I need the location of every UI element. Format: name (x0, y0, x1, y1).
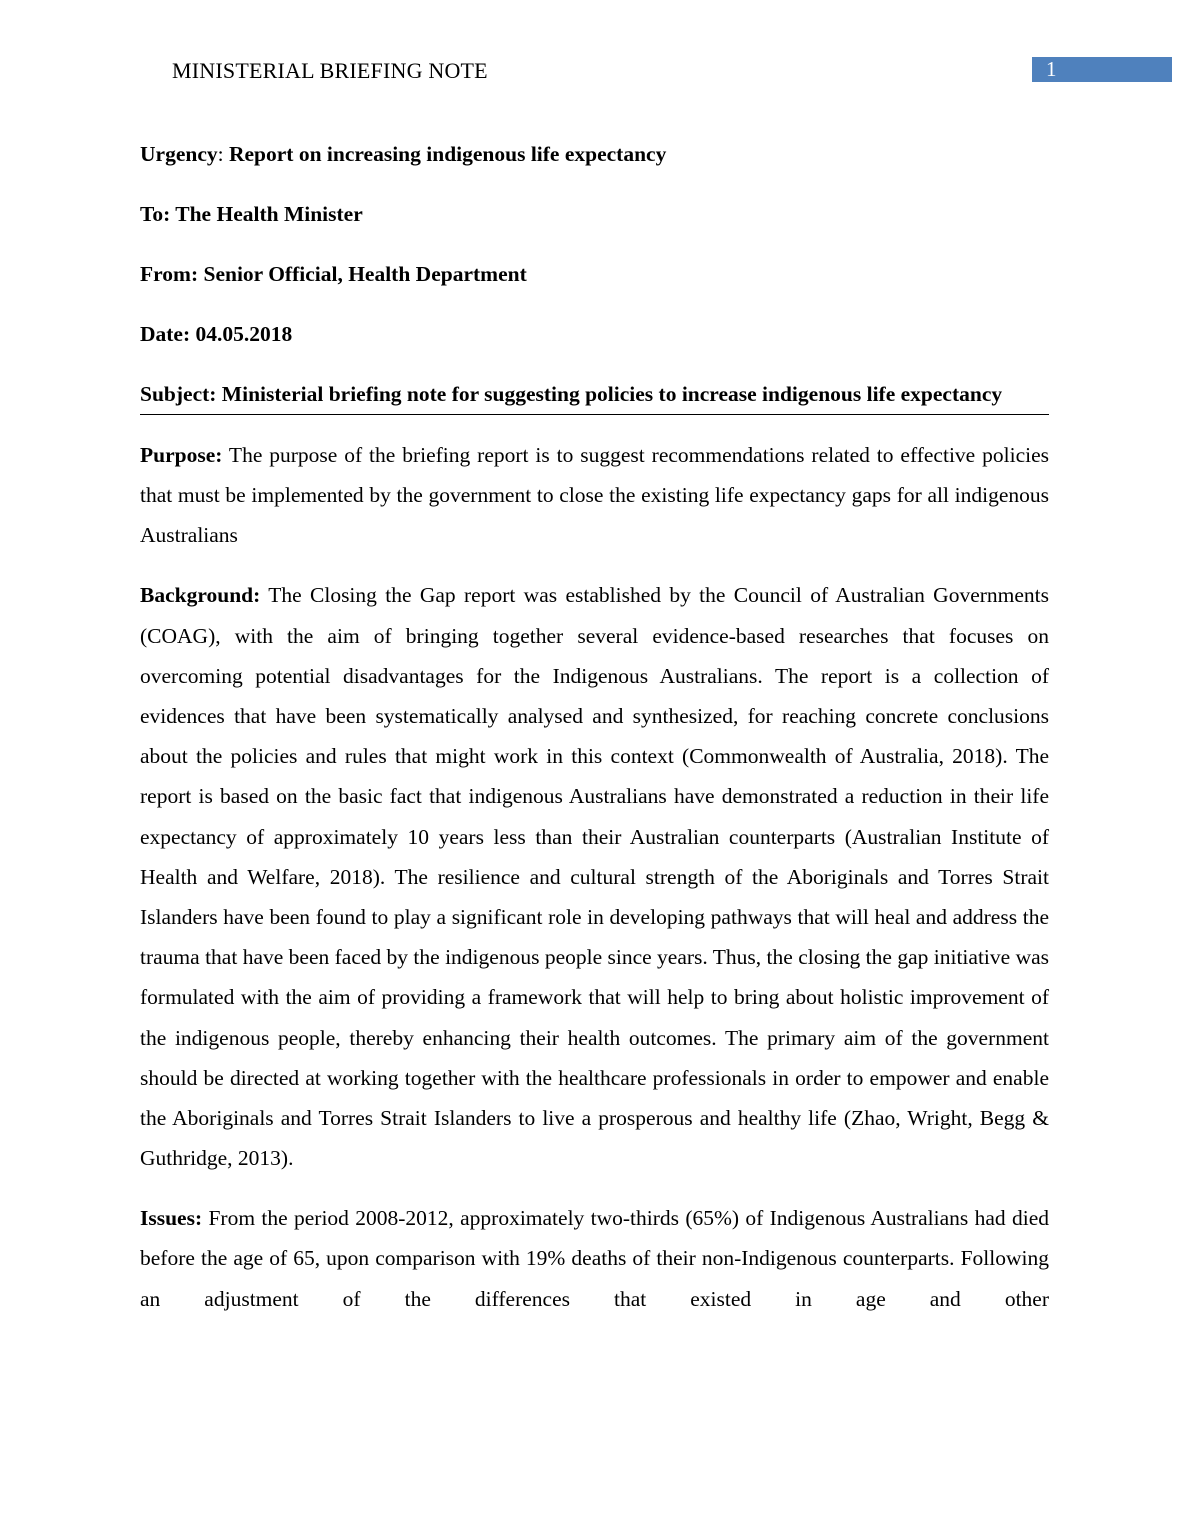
background-label: Background: (140, 583, 261, 608)
background-paragraph (140, 575, 1049, 1178)
urgency-value: Report on increasing indigenous life expectancy (228, 142, 667, 166)
urgency-separator: : (217, 142, 229, 166)
from-text: From: Senior Official, Health Department (140, 262, 527, 286)
issues-text: From the period 2008-2012, approximately two-thirds (65%) of Indigenous Australians had died before the age of 65, upon comparison with 19% deaths of their non-Indigenous counterparts. Following an adjustment of the differences that existed in age and other (140, 1206, 1049, 1311)
purpose-paragraph (140, 435, 1049, 556)
urgency-label: Urgency (140, 142, 218, 166)
purpose-text: The purpose of the briefing report is to suggest recommendations related to effective policies that must be implemented by the government to close the existing life expectancy gaps for all indigenous Australians (140, 443, 1049, 548)
from-line (140, 254, 1049, 294)
to-text: To: The Health Minister (140, 202, 363, 226)
page-number: 1 (1046, 57, 1057, 81)
purpose-label: Purpose: (140, 443, 223, 467)
urgency-line (140, 134, 1049, 174)
date-text: Date: 04.05.2018 (140, 322, 293, 346)
subject-line (140, 374, 1049, 415)
subject-text: Subject: Ministerial briefing note for suggesting policies to increase indigenous life expectancy (140, 382, 1003, 406)
issues-label: Issues: (140, 1206, 203, 1231)
document-body (140, 134, 1049, 1339)
date-line (140, 314, 1049, 354)
issues-paragraph (140, 1198, 1049, 1319)
to-line (140, 194, 1049, 234)
page-number-badge (1032, 57, 1172, 82)
background-text: The Closing the Gap report was established by the Council of Australian Governments (COAG), with the aim of bringing together several evidence-based researches that focuses on overcoming potential disadvantages for the Indigenous Australians. The report is a collection of evidences that have been systematically analysed and synthesized, for reaching concrete conclusions about the policies and rules that might work in this context (Commonwealth of Australia, 2018). The report is based on the basic fact that indigenous Australians have demonstrated a reduction in their life expectancy of approximately 10 years less than their Australian counterparts (Australian Institute of Health and Welfare, 2018). The resilience and cultural strength of the Aboriginals and Torres Strait Islanders have been found to play a significant role in developing pathways that will heal and address the trauma that have been faced by the indigenous people since years. Thus, the closing the gap initiative was formulated with the aim of providing a framework that will help to bring about holistic improvement of the indigenous people, thereby enhancing their health outcomes. The primary aim of the government should be directed at working together with the healthcare professionals in order to empower and enable the Aboriginals and Torres Strait Islanders to live a prosperous and healthy life (Zhao, Wright, Begg & Guthridge, 2013). (140, 583, 1049, 1171)
running-header-title: MINISTERIAL BRIEFING NOTE (172, 58, 488, 83)
